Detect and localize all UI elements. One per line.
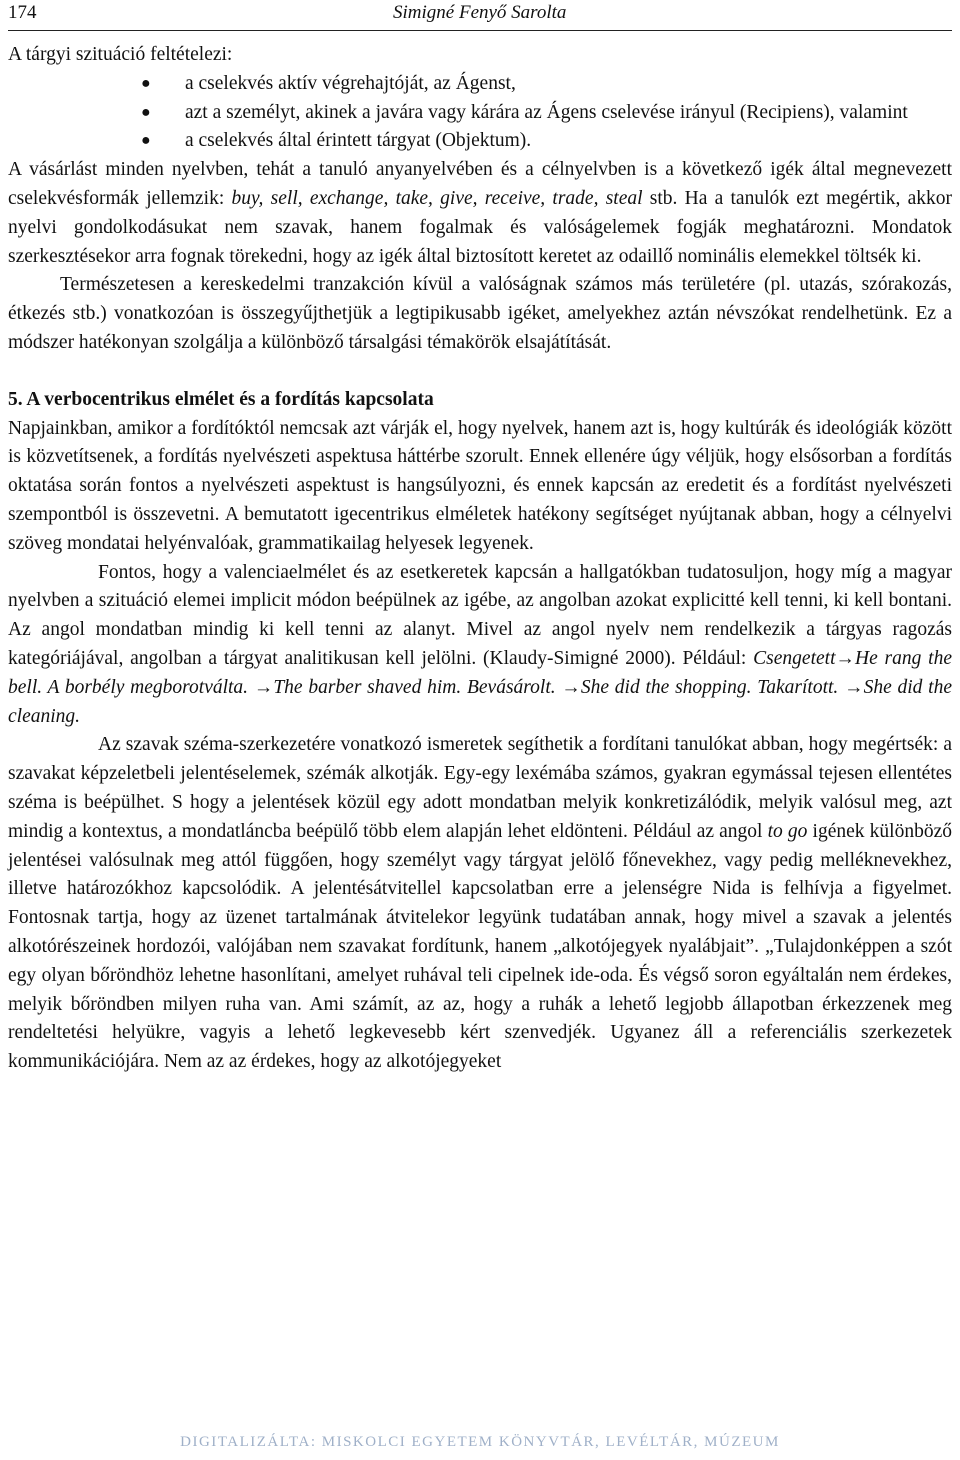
- paragraph-valency: Fontos, hogy a valenciaelmélet és az esetkeretek kapcsán a hallgatókban tudatosuljon, hogy míg a magyar nyelvben a szituáció elemei implicit módon beépülnek az igébe, az angolban azokat explicitté kell tenni, ki kell bontani. Az angol mondatban mindig ki kell tenni az alanyt. Mivel az angol nyelv nem rendelkezik a tárgyas ragozás kategóriájával, angolban a tárgyat analitikusan kell jelölni. (Klaudy-Simigné 2000). Például: Csengetett→He rang the bell. A borbély megborotválta. →The barber shaved him. Bevásárolt. →She did the shopping. Takarított. →She did the cleaning.: [8, 561, 953, 727]
- translation-examples: Csengetett→He rang the bell. A borbély megborotválta. →The barber shaved him. Bevásárolt. →She did the shopping. Takarított. →She did the cleaning.: [8, 647, 953, 727]
- bullet-icon: ●: [141, 103, 151, 121]
- list-item-text: a cselekvés aktív végrehajtóját, az Ágenst,: [185, 72, 516, 94]
- intro-bullet-list: [8, 70, 952, 156]
- page-header: [8, 0, 952, 31]
- page-number: 174: [8, 2, 37, 23]
- example-verb: to go: [767, 820, 808, 842]
- list-item: [8, 70, 952, 99]
- document-page: [8, 0, 952, 1077]
- bullet-icon: ●: [141, 132, 151, 150]
- running-head: Simigné Fenyő Sarolta: [393, 2, 567, 23]
- list-item-text: a cselekvés által érintett tárgyat (Objektum).: [185, 130, 532, 152]
- verb-list: buy, sell, exchange, take, give, receive, trade, steal: [231, 187, 643, 209]
- section-title: 5. A verbocentrikus elmélet és a fordítás kapcsolata: [8, 388, 434, 410]
- digitization-watermark: DIGITALIZÁLTA: MISKOLCI EGYETEM KÖNYVTÁR, LEVÉLTÁR, MÚZEUM: [180, 1434, 780, 1450]
- list-item: [8, 99, 952, 128]
- list-item-text: azt a személyt, akinek a javára vagy kárára az Ágens cselevése irányul (Recipiens), valamint: [185, 101, 908, 123]
- list-item: [8, 127, 952, 156]
- paragraph-translation: Napjainkban, amikor a fordítóktól nemcsak azt várják el, hogy nyelvek, hanem azt is, hogy kultúrák és ideológiák között is közvetítsenek, a fordítás nyelvészeti aspektusa háttérbe szorult. Ennek ellenére úgy véljük, hogy elsősorban a fordítás oktatása során fontos a nyelvészeti aspektust is hangsúlyozni, és ennek kapcsán az eredetit és a fordítást nyelvészeti szempontból is összevetni. A bemutatott igecentrikus elméletek hatékony segítséget nyújtanak abban, hogy a célnyelvi szöveg mondatai helyénvalóak, grammatikailag helyesek legyenek.: [8, 417, 952, 554]
- intro-lead: A tárgyi szituáció feltételezi:: [8, 44, 233, 65]
- paragraph-topics: Természetesen a kereskedelmi tranzakción kívül a valóságnak számos más területére (pl. utazás, szórakozás, étkezés stb.) vonatkozóan is összegyűjthetjük a legtipikusabb igéket, amelyekhez aztán névszókat rendelhetünk. Ez a módszer hatékonyan szolgálja a különböző társalgási témakörök elsajátítását.: [8, 274, 952, 353]
- paragraph-sema: Az szavak széma-szerkezetére vonatkozó ismeretek segíthetik a fordítani tanulókat abban, hogy megértsék: a szavakat képzeletbeli jelentéselemek, szémák alkotják. Egy-egy lexémába számos, gyakran egymással tejesen ellentétes széma is beépülhet. S hogy a jelentések közül egy adott mondatban melyik konkretizálódik, melyik valósul meg, azt mindig a kontextus, a mondatláncba beépülő több elem alapján lehet eldönteni. Például az angol to go igének különböző jelentései valósulnak meg attól függően, hogy személyt vagy tárgyat jelölő főnevekhez, vagy pedig melléknevekhez, illetve határozókhoz kapcsolódik. A jelentésátvitellel kapcsolatban erre a jelenségre Nida is felhívja a figyelmet. Fontosnak tartja, hogy az üzenet tartalmának átvitelekor legyünk tudatában annak, hogy mivel a szavak a jelentés alkotórészeinek hordozói, valójában nem szavakat fordítunk, hanem „alkotójegyek nyalábjait”. „Tulajdonképpen a szót egy olyan bőröndhöz lehetne hasonlítani, amelyet ruhával teli cipelnek ide-oda. És végső soron egyáltalán nem érdekes, melyik bőröndben milyen ruha van. Ami számít, az az, hogy a ruhák a lehető legjobb állapotban érkezzenek meg rendeltetési helyükre, vagyis a lehető legkevesebb kért szenvedjék. Ugyanez áll a referenciális szerkezetek kommunikációjára. Nem az az érdekes, hogy az alkotójegyeket: [8, 734, 952, 1073]
- paragraph-verbs: A vásárlást minden nyelvben, tehát a tanuló anyanyelvében és a célnyelvben is a következő igék által megnevezett cselekvésformák jellemzik: buy, sell, exchange, take, give, receive, trade, steal stb. Ha a tanulók ezt megértik, akkor nyelvi gondolkodásukat nem szavak, hanem fogalmak és valóságelemek fogják meghatározni. Mondatok szerkesztésekor arra fognak törekedni, hogy az igék által biztosított keretet az odaillő nominális elemekkel töltsék ki.: [8, 159, 952, 267]
- bullet-icon: ●: [141, 74, 151, 92]
